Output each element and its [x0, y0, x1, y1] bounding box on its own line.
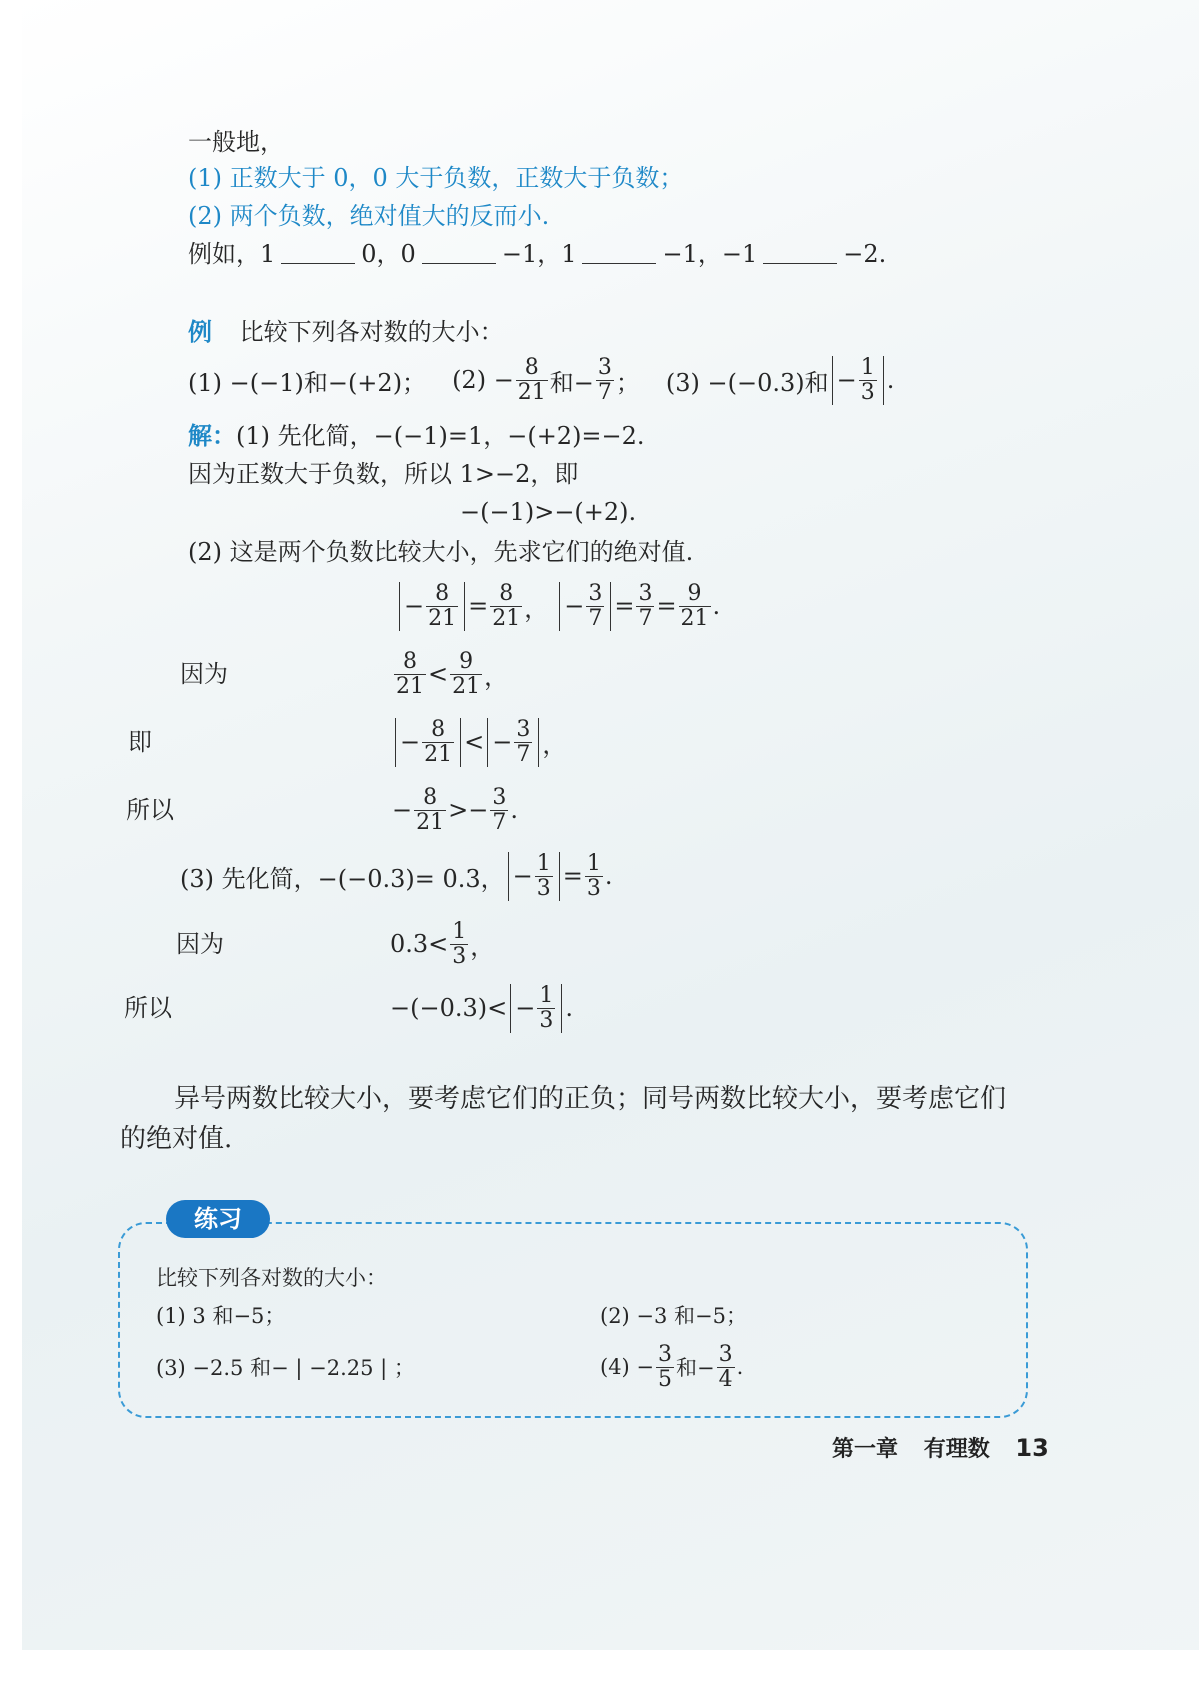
example-label: 例: [188, 317, 212, 346]
absolute-value: − $\frac{8}{21}$: [395, 718, 461, 767]
example-line: [188, 238, 886, 270]
fraction: $\frac{8}{21}$: [517, 354, 546, 405]
fraction: $\frac{9}{21}$: [452, 648, 481, 699]
fraction: $\frac{8}{21}$: [424, 716, 453, 767]
example-item-3-end: .: [886, 366, 895, 394]
absolute-value: − $\frac{3}{7}$: [559, 582, 611, 631]
practice-q4: (4) − $\frac{3}{5}$ 和− $\frac{3}{4}$ .: [600, 1341, 744, 1392]
footer-title: 有理数: [923, 1437, 990, 1462]
practice-tab: 练习: [166, 1200, 270, 1238]
negative-compare: − $\frac{8}{21}$ > − $\frac{3}{7}$ .: [392, 784, 518, 835]
example-part: 例如，1: [188, 240, 276, 268]
intro-text: 一般地，: [188, 128, 284, 156]
example-item-3-pre: (3) −(−0.3)和: [665, 368, 829, 397]
ie-label: 即: [128, 728, 152, 756]
fill-blank: [763, 243, 837, 264]
fraction: $\frac{9}{21}$: [680, 580, 709, 631]
fraction-compare: $\frac{8}{21}$ < $\frac{9}{21}$ ，: [396, 648, 509, 699]
example-part: 0，0: [361, 240, 416, 268]
page-edge: [0, 0, 22, 1696]
fraction: $\frac{8}{21}$: [428, 580, 457, 631]
absolute-value: − $\frac{1}{3}$: [832, 356, 884, 405]
so-label-3: 所以: [124, 994, 172, 1022]
example-prompt: 比较下列各对数的大小：: [239, 318, 504, 346]
fraction: $\frac{1}{3}$: [586, 850, 601, 901]
example-item-2-end: ；: [615, 368, 640, 397]
rule-1: (1) 正数大于 0，0 大于负数，正数大于负数；: [188, 164, 684, 192]
solution-line-4: (2) 这是两个负数比较大小，先求它们的绝对值.: [188, 538, 694, 566]
solution-label: 解：: [188, 421, 236, 450]
fraction: $\frac{1}{3}$: [452, 918, 467, 969]
absolute-value: − $\frac{8}{21}$: [399, 582, 465, 631]
abs-compare: − $\frac{8}{21}$ < − $\frac{3}{7}$ ，: [392, 712, 566, 772]
example-part: −1，−1: [662, 240, 758, 268]
solution-step-1: (1) 先化简，−(−1)=1，−(+2)=−2.: [236, 422, 645, 450]
because-label: 因为: [180, 660, 228, 688]
solution-line-3: −(−1)>−(+2).: [460, 498, 637, 526]
example-items: [188, 352, 894, 408]
absolute-value: − $\frac{1}{3}$: [510, 984, 562, 1033]
example-part: −1，1: [501, 240, 577, 268]
page-number: 13: [1015, 1434, 1049, 1462]
practice-q1: (1) 3 和−5；: [156, 1304, 286, 1328]
fraction: $\frac{3}{5}$: [658, 1341, 673, 1392]
solution-line-1: [188, 420, 645, 452]
example-part: −2.: [843, 240, 887, 268]
fraction: $\frac{1}{3}$: [536, 850, 551, 901]
rule-2: (2) 两个负数，绝对值大的反而小.: [188, 202, 550, 230]
fraction: $\frac{3}{7}$: [516, 716, 531, 767]
footer-chapter: 第一章: [832, 1437, 899, 1462]
practice-q2: (2) −3 和−5；: [600, 1304, 748, 1328]
page-bottom-edge: [0, 1650, 1199, 1696]
point3-compare: 0.3< $\frac{1}{3}$ ，: [390, 918, 495, 969]
fraction: $\frac{1}{3}$: [539, 982, 554, 1033]
absolute-value: − $\frac{3}{7}$: [487, 718, 539, 767]
example-item-2-mid: 和−: [549, 368, 594, 397]
fraction: $\frac{3}{7}$: [492, 784, 507, 835]
fraction: $\frac{3}{7}$: [597, 354, 612, 405]
footer: [832, 1432, 1049, 1463]
fraction: $\frac{8}{21}$: [416, 784, 445, 835]
example-item-2-pre: (2) −: [452, 366, 514, 394]
summary-line-2: 的绝对值.: [120, 1124, 233, 1154]
fraction: $\frac{3}{7}$: [638, 580, 653, 631]
so-label: 所以: [126, 796, 174, 824]
fraction: $\frac{1}{3}$: [860, 354, 875, 405]
solution-part-3: (3) 先化简，−(−0.3)= 0.3， − $\frac{1}{3}$ = $\frac{1}{3}$ .: [180, 850, 613, 901]
because-label-3: 因为: [176, 930, 224, 958]
solution-line-2: 因为正数大于负数，所以 1>−2，即: [188, 460, 579, 488]
fraction: $\frac{8}{21}$: [396, 648, 424, 699]
final-compare: −(−0.3)< − $\frac{1}{3}$ .: [390, 982, 573, 1033]
fill-blank: [582, 243, 656, 264]
fill-blank: [281, 243, 355, 264]
abs-values-equation: − $\frac{8}{21}$ = $\frac{8}{21}$ ， − $\frac{3}{7}$ = $\frac{3}{7}$ = $\frac{9}{21}$ .: [396, 576, 720, 636]
summary-line-1: 异号两数比较大小，要考虑它们的正负；同号两数比较大小，要考虑它们: [174, 1084, 1007, 1114]
practice-prompt: 比较下列各对数的大小：: [156, 1266, 387, 1290]
practice-q3: (3) −2.5 和− | −2.25 | ；: [156, 1356, 415, 1380]
fraction: $\frac{3}{7}$: [588, 580, 603, 631]
fraction: $\frac{3}{4}$: [718, 1341, 733, 1392]
fraction: $\frac{8}{21}$: [492, 580, 521, 631]
example-heading: [188, 316, 504, 348]
fill-blank: [422, 243, 496, 264]
example-item-1: (1) −(−1)和−(+2)；: [188, 368, 427, 397]
absolute-value: − $\frac{1}{3}$: [508, 852, 560, 901]
